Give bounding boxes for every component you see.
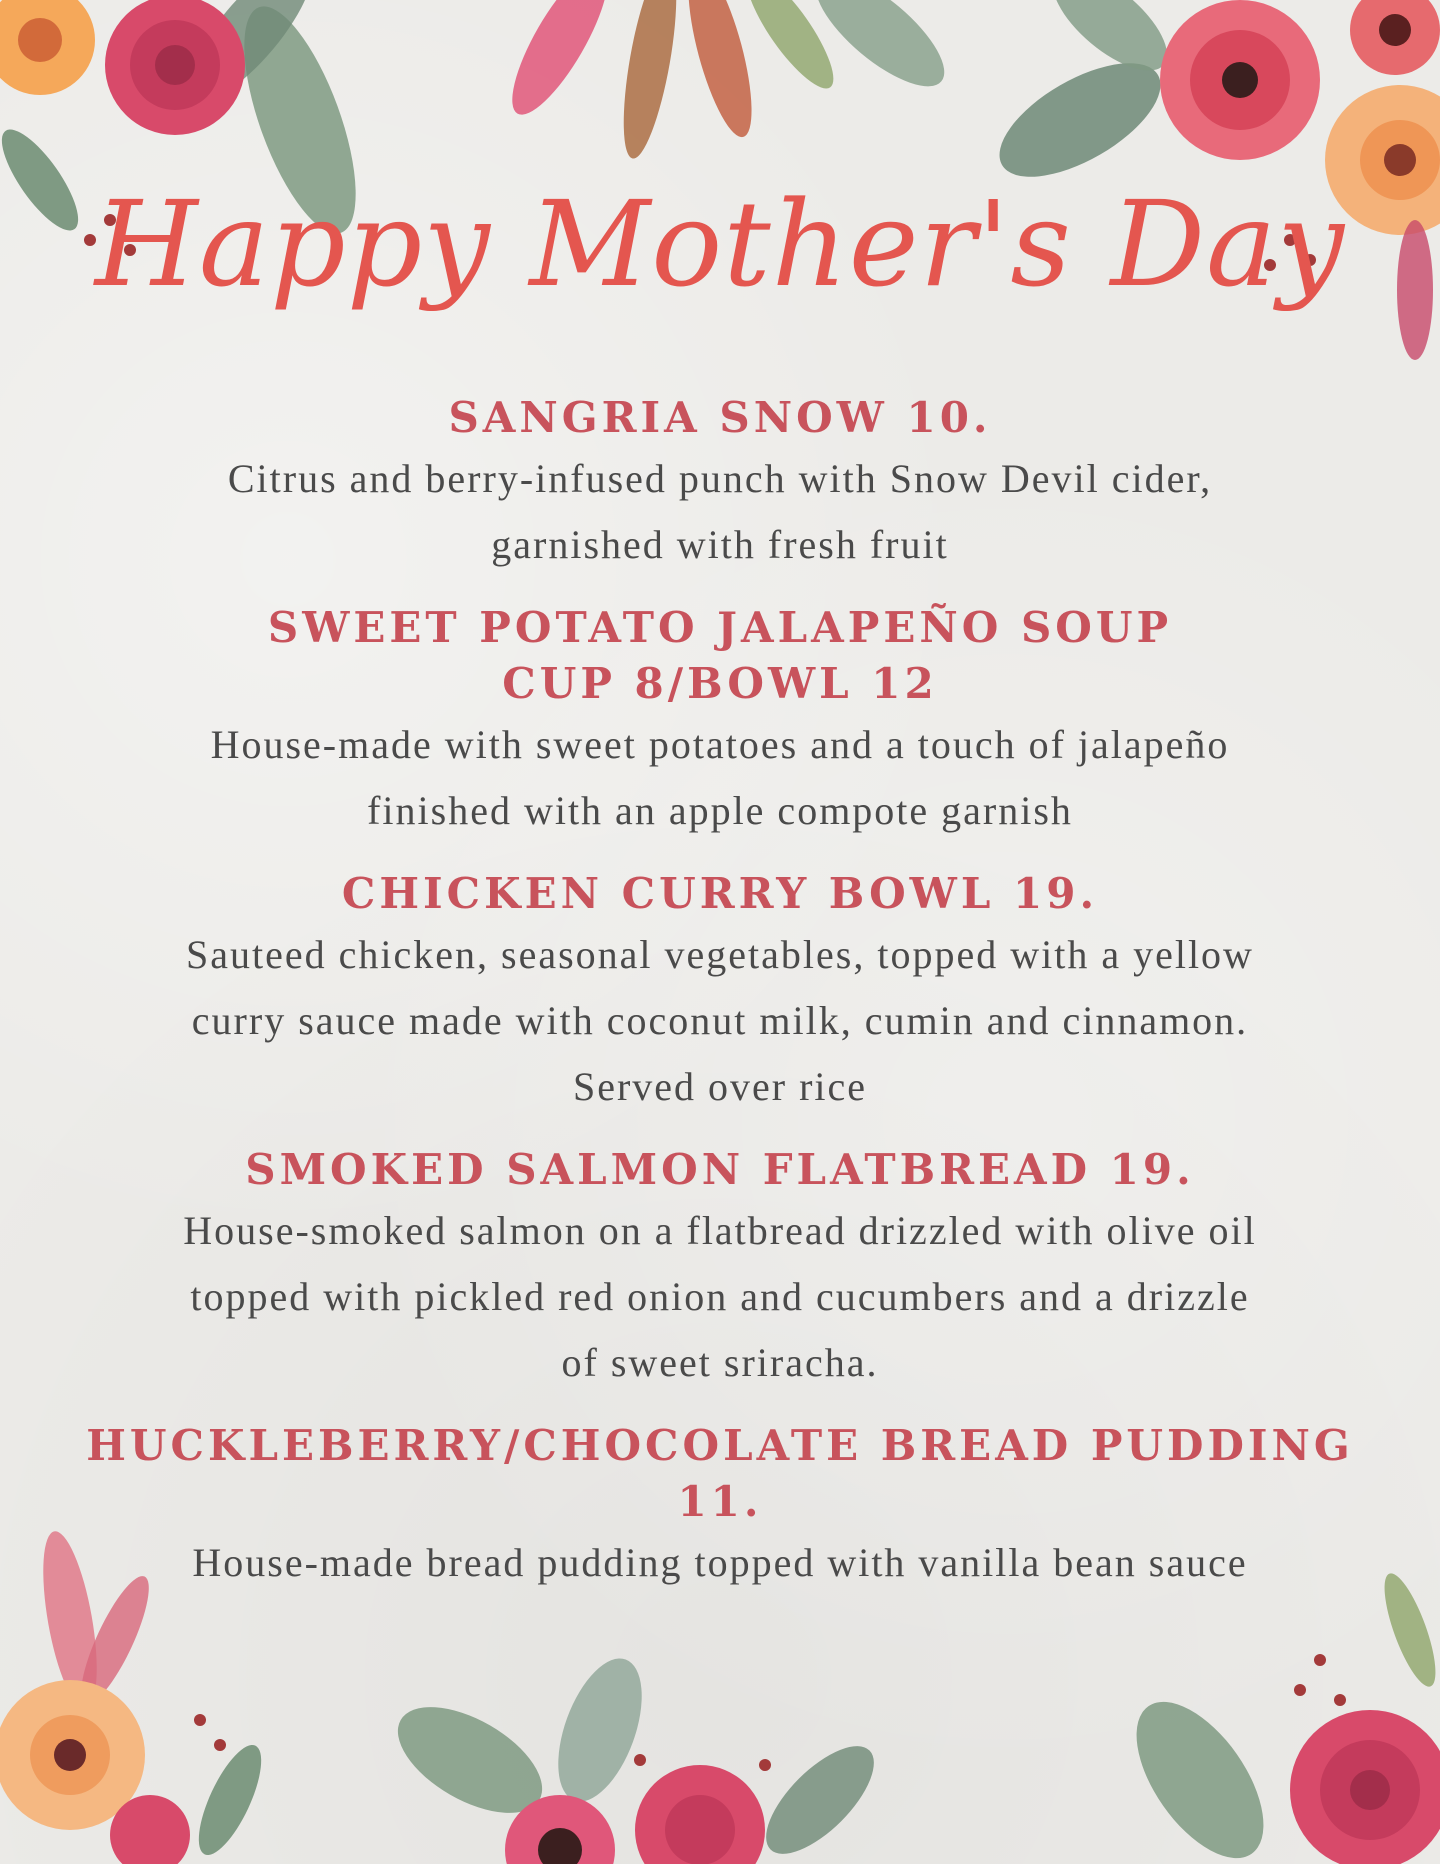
item-desc-line: Sauteed chicken, seasonal vegetables, topped with a yellow <box>186 932 1254 977</box>
item-desc-line: topped with pickled red onion and cucumbers and a drizzle <box>190 1274 1250 1319</box>
item-desc-line: garnished with fresh fruit <box>491 522 949 567</box>
menu-item <box>0 600 1440 844</box>
item-price-line: CUP 8/BOWL 12 <box>502 659 938 708</box>
item-desc-line: Citrus and berry-infused punch with Snow Devil cider, <box>227 456 1213 501</box>
menu-item <box>0 1142 1440 1396</box>
item-desc-line: finished with an apple compote garnish <box>367 788 1073 833</box>
flower-bottom-center <box>381 1648 891 1864</box>
item-desc-line: of sweet sriracha. <box>561 1340 879 1385</box>
leaves-top-center <box>496 0 961 162</box>
menu-list <box>0 390 1440 1612</box>
menu-item <box>0 866 1440 1120</box>
item-desc-line: House-smoked salmon on a flatbread drizzled with olive oil <box>183 1208 1257 1253</box>
menu-item <box>0 390 1440 578</box>
item-price-line: 11. <box>677 1477 763 1526</box>
item-desc-line: House-made with sweet potatoes and a touch of jalapeño <box>210 722 1230 767</box>
item-name: SWEET POTATO JALAPEÑO SOUP <box>267 603 1173 652</box>
menu-item <box>0 1418 1440 1596</box>
item-desc-line: Served over rice <box>572 1064 868 1109</box>
item-desc-line: House-made bread pudding topped with vanilla bean sauce <box>192 1540 1248 1585</box>
flower-bottom-right <box>1112 1568 1440 1864</box>
item-name: SANGRIA SNOW 10. <box>448 393 992 442</box>
item-name: HUCKLEBERRY/CHOCOLATE BREAD PUDDING <box>86 1421 1354 1470</box>
item-name: SMOKED SALMON FLATBREAD 19. <box>245 1145 1195 1194</box>
menu-title: Happy Mother's Day <box>94 175 1346 313</box>
item-desc-line: curry sauce made with coconut milk, cumin and cinnamon. <box>191 998 1249 1043</box>
item-name: CHICKEN CURRY BOWL 19. <box>341 869 1099 918</box>
